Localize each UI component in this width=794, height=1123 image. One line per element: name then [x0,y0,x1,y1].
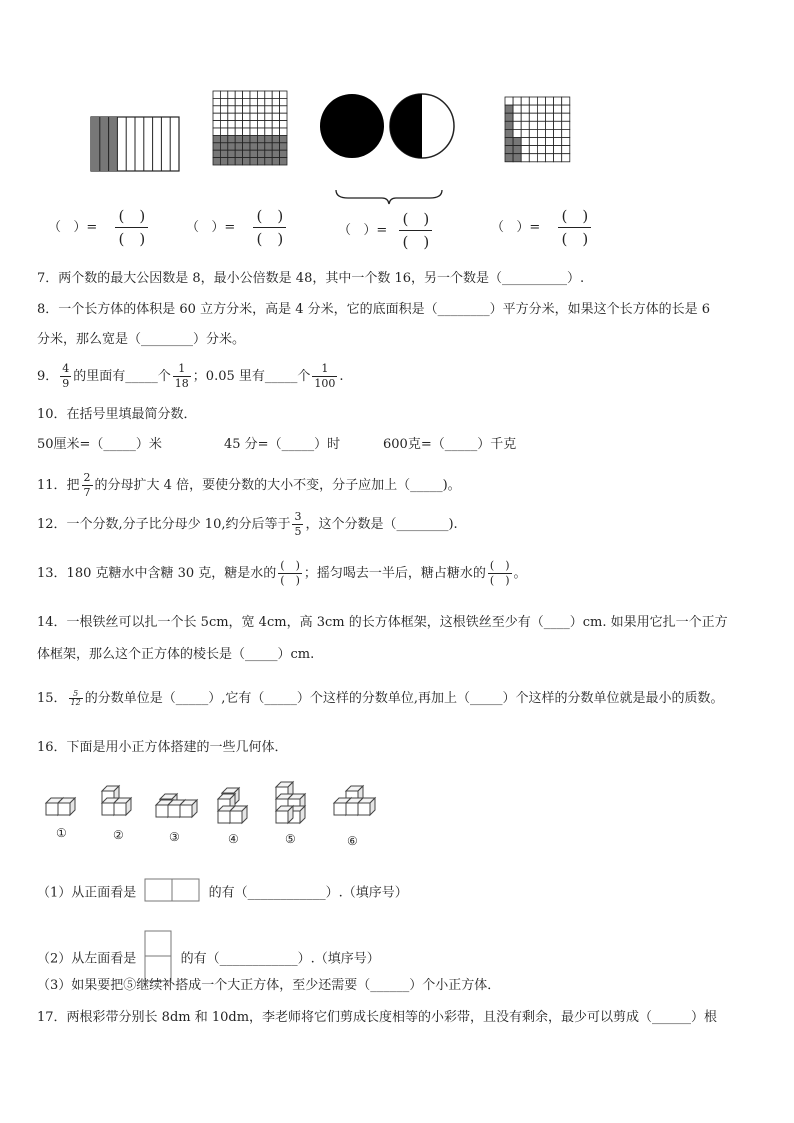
solid-number-1: ① [56,826,67,840]
front-view-icon [144,878,200,908]
question-16-title: 16．下面是用小正方体搭建的一些几何体． [37,740,288,755]
solid-number-2: ② [113,828,124,842]
figure-hundred-grid [213,91,287,165]
question-16-part1: （1）从正面看是 的有（____________）.（填序号） [37,878,408,908]
question-16-part3: （3）如果要把⑤继续补搭成一个大正方体，至少还需要（______）个小正方体． [37,978,501,993]
question-11: 11．把 $\frac{2}{7}$ 的分母扩大 4 倍，要使分数的大小不变，分子应加上（_____)。 [37,471,461,499]
figure-small-grid [505,97,570,162]
solid-number-6: ⑥ [347,834,358,848]
question-8-line1: 8．一个长方体的体积是 60 立方分米，高是 4 分米，它的底面积是（________）平方分米，如果这个长方体的长是 6 [37,302,711,317]
question-14-line1: 14．一根铁丝可以扎一个长 5cm，宽 4cm，高 3cm 的长方体框架，这根铁丝至少有（____）cm. 如果用它扎一个正方 [37,615,728,630]
question-14-line2: 体框架，那么这个正方体的棱长是（_____）cm. [37,647,315,662]
question-13: 13．180 克糖水中含糖 30 克，糖是水的 $\frac{( )}{( )}$ ；摇匀喝去一半后，糖占糖水的 $\frac{( )}{( )}$ 。 [37,559,527,587]
question-8-line2: 分米，那么宽是（________）分米。 [37,332,246,347]
solid-number-3: ③ [169,830,180,844]
cube-solids-figure [40,775,400,855]
figure-3-label: （ ）= ( ) ( ) [338,208,432,253]
question-10-title: 10．在括号里填最简分数． [37,407,197,422]
fraction-figures [85,85,585,180]
question-9: 9． $\frac{4}{9}$ 的里面有_____个 $\frac{1}{18}$ ；0.05 里有_____个 $\frac{1}{100}$ . [37,362,344,390]
question-10-b: 45 分=（_____）时 [224,437,341,452]
figure-4-label: （ ）= ( ) ( ) [491,205,591,250]
figure-1-label: （ ）= ( ) ( ) [48,205,148,250]
question-7: 7．两个数的最大公因数是 8，最小公倍数是 48，其中一个数 16，另一个数是（__________）. [37,271,585,286]
figure-2-label: （ ）= ( ) ( ) [186,205,286,250]
question-10-c: 600克=（_____）千克 [383,437,517,452]
figure-striped-bar [91,117,179,171]
solid-number-5: ⑤ [285,832,296,846]
solid-number-4: ④ [228,832,239,846]
question-12: 12．一个分数,分子比分母少 10,约分后等于 $\frac{3}{5}$ ，这个分数是（________). [37,510,458,538]
question-10-a: 50厘米=（_____）米 [37,437,162,452]
question-15: 15． $\frac{5}{12}$ 的分数单位是（_____）,它有（_____）个这样的分数单位,再加上（_____）个这样的分数单位就是最小的质数。 [37,689,724,707]
question-17: 17．两根彩带分别长 8dm 和 10dm，李老师将它们剪成长度相等的小彩带，且没有剩余，最少可以剪成（______）根 [37,1010,718,1025]
figure-circles [320,94,454,158]
question-16-part2: （2）从左面看是 的有（____________）.（填序号） [37,930,380,988]
brace-icon [334,188,444,206]
